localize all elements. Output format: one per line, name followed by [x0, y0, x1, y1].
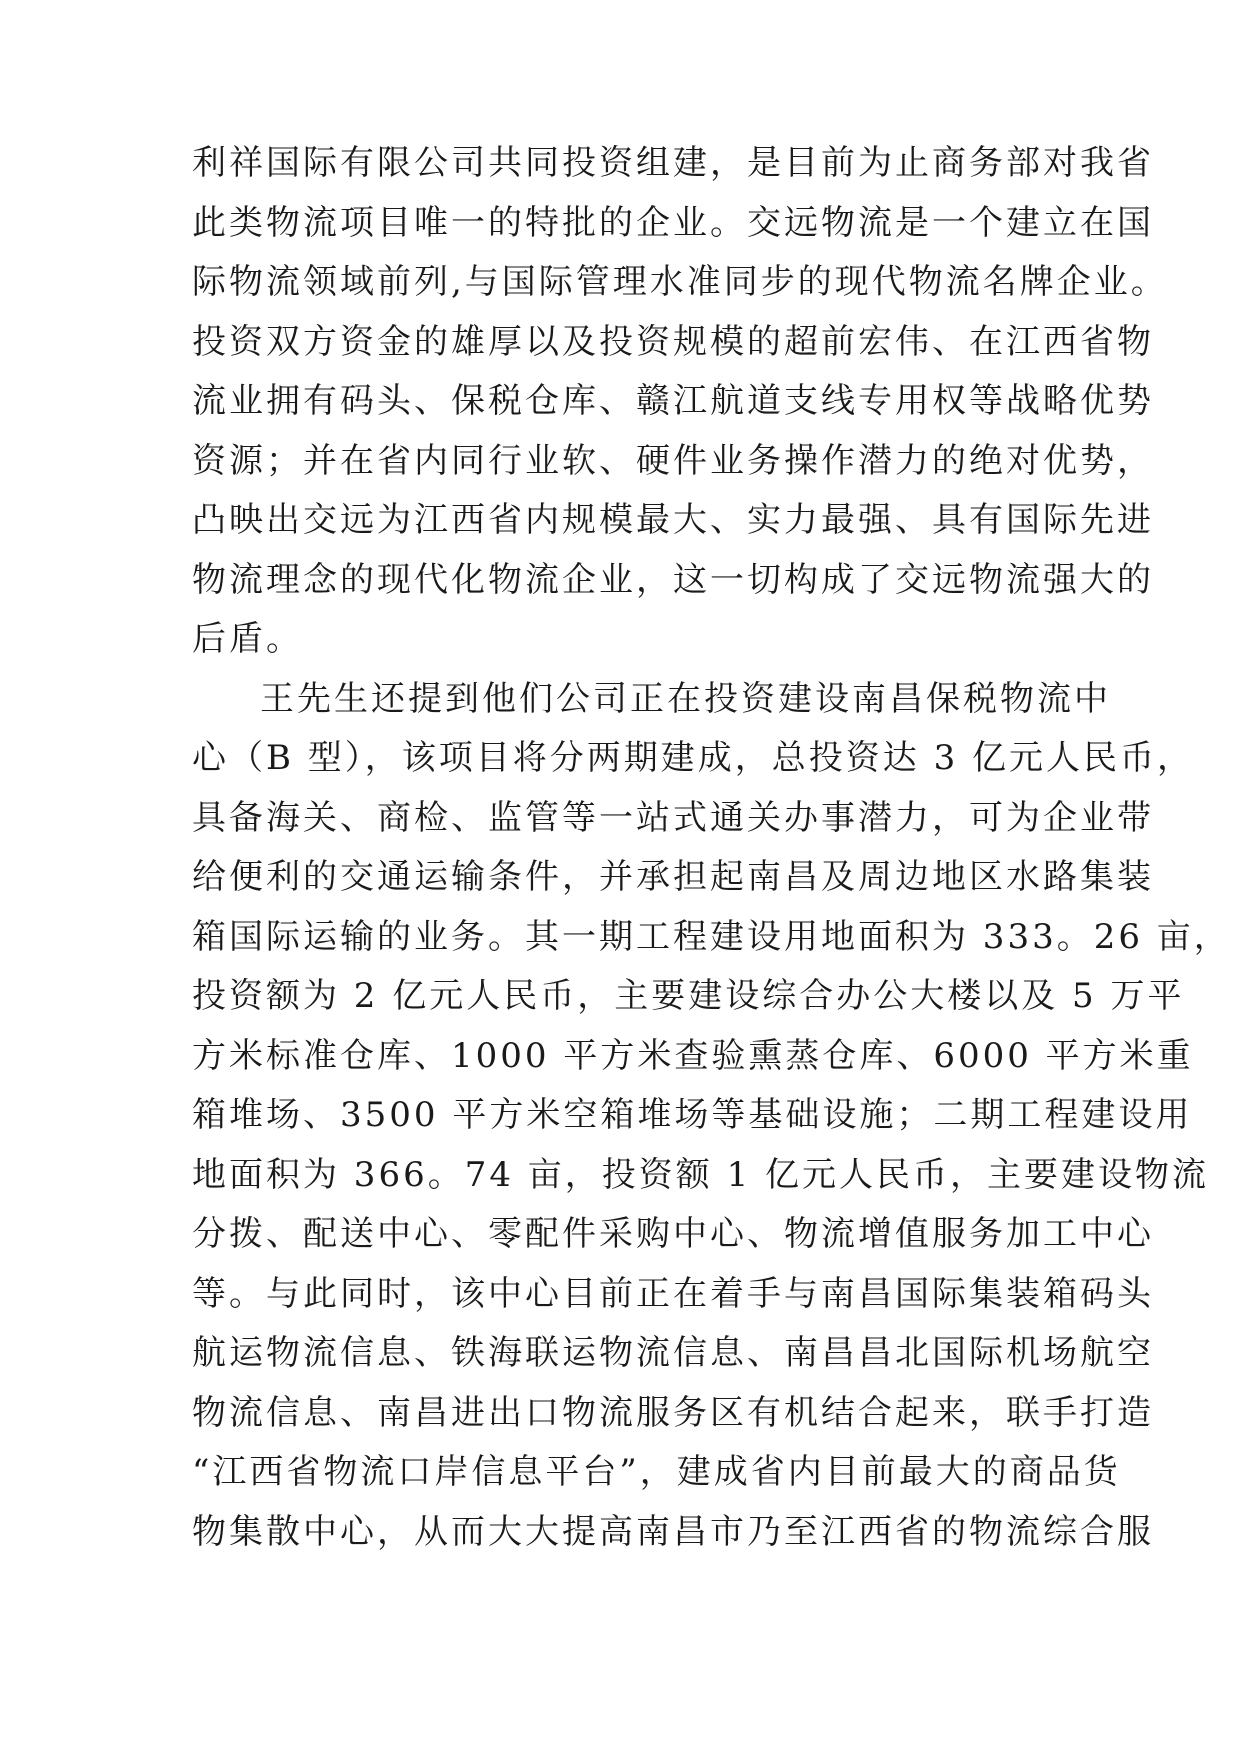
text-line: 物集散中心，从而大大提高南昌市乃至江西省的物流综合服: [192, 1511, 1154, 1552]
body-text: [192, 134, 1231, 1562]
text-line: 航运物流信息、铁海联运物流信息、南昌昌北国际机场航空: [192, 1333, 1154, 1373]
text-line: 方米标准仓库、1000 平方米查验熏蒸仓库、6000 平方米重: [192, 1035, 1194, 1076]
text-line: 等。与此同时，该中心目前正在着手与南昌国际集装箱码头: [192, 1273, 1154, 1314]
text-line: 具备海关、商检、监管等一站式通关办事潜力，可为企业带: [192, 797, 1154, 838]
text-line: 投资额为 2 亿元人民币，主要建设综合办公大楼以及 5 万平: [192, 976, 1185, 1016]
text-line: 分拨、配送中心、零配件采购中心、物流增值服务加工中心: [192, 1214, 1154, 1254]
text-line: 流业拥有码头、保税仓库、赣江航道支线专用权等战略优势: [192, 381, 1154, 421]
text-line: 心（B 型），该项目将分两期建成，总投资达 3 亿元人民币，: [192, 738, 1195, 778]
text-line: 给便利的交通运输条件，并承担起南昌及周边地区水路集装: [192, 857, 1154, 897]
text-line: 凸映出交远为江西省内规模最大、实力最强、具有国际先进: [192, 500, 1154, 540]
text-line: 际物流领域前列,与国际管理水准同步的现代物流名牌企业。: [192, 262, 1168, 302]
text-line: 后盾。: [192, 619, 303, 659]
text-line: 物流信息、南昌进出口物流服务区有机结合起来，联手打造: [192, 1392, 1154, 1433]
text-line: 投资双方资金的雄厚以及投资规模的超前宏伟、在江西省物: [192, 321, 1154, 362]
text-line: 此类物流项目唯一的特批的企业。交远物流是一个建立在国: [192, 202, 1154, 243]
text-line: 箱堆场、3500 平方米空箱堆场等基础设施；二期工程建设用: [192, 1095, 1193, 1135]
text-line: 王先生还提到他们公司正在投资建设南昌保税物流中: [260, 678, 1111, 719]
text-line: 地面积为 366。74 亩，投资额 1 亿元人民币，主要建设物流: [192, 1154, 1210, 1195]
text-line: 资源；并在省内同行业软、硬件业务操作潜力的绝对优势，: [192, 440, 1154, 481]
text-line: 箱国际运输的业务。其一期工程建设用地面积为 333。26 亩，: [192, 916, 1231, 957]
paragraph-2: [192, 670, 1231, 1563]
text-line: 利祥国际有限公司共同投资组建，是目前为止商务部对我省: [192, 143, 1154, 183]
text-line: “江西省物流口岸信息平台”，建成省内目前最大的商品货: [192, 1452, 1121, 1492]
paragraph-1: [192, 134, 1168, 670]
text-line: 物流理念的现代化物流企业，这一切构成了交远物流强大的: [192, 559, 1154, 600]
